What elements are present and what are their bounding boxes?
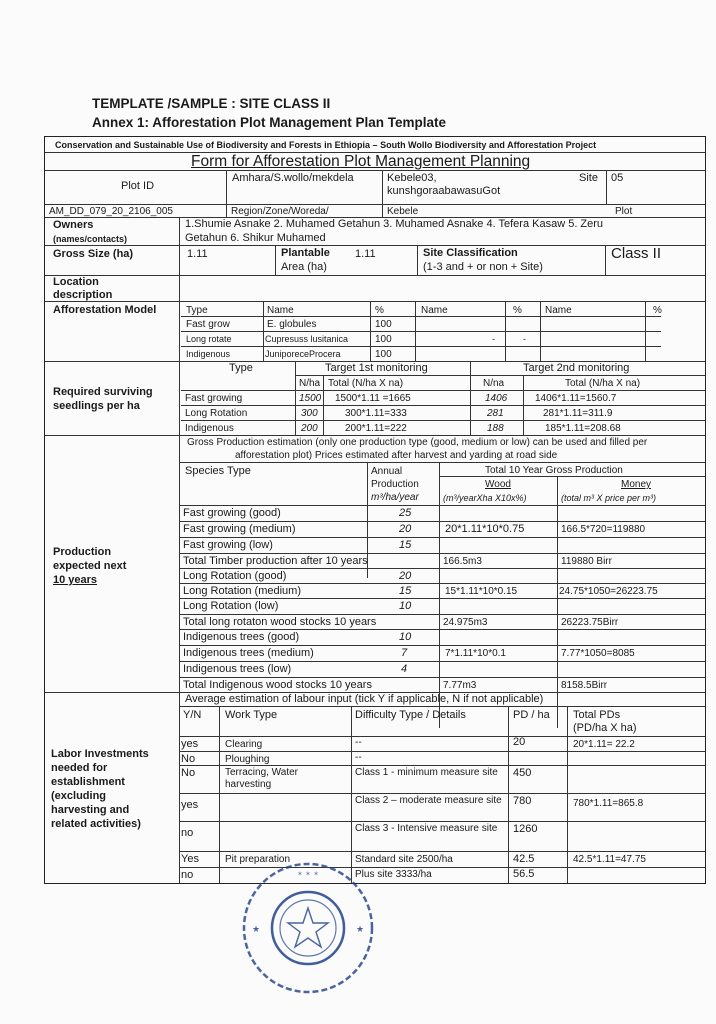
production-annual: 25 (399, 507, 412, 519)
labor-label: Labor Investments (51, 748, 149, 760)
labor-yn: No (181, 753, 196, 765)
production-row-label: Fast growing (good) (183, 507, 281, 519)
production-note: Gross Production estimation (only one production type (good, medium or low) can be used and filled per (187, 437, 648, 448)
labor-work-type: Ploughing (225, 754, 270, 765)
owners-line2: Getahun 6. Shikur Muhamed (185, 232, 326, 244)
total-header: Total (N/ha X na) (565, 378, 641, 389)
total-10-header: Total 10 Year Gross Production (485, 465, 623, 476)
kebele-label: Kebele (387, 206, 419, 217)
target-1-header: Target 1st monitoring (325, 362, 428, 374)
gross-size-label: Gross Size (ha) (53, 248, 134, 260)
plan-form (44, 136, 706, 884)
production-annual: 10 (399, 631, 412, 643)
svg-text:✶ ✶ ✶: ✶ ✶ ✶ (296, 870, 320, 878)
yn-header: Y/N (183, 709, 202, 721)
labor-pd: 1260 (513, 823, 538, 835)
seedling-type: Indigenous (185, 423, 234, 434)
seedling-total-2: 185*1.11=208.68 (545, 423, 621, 434)
production-total-label: Total long rotaton wood stocks 10 years (183, 616, 377, 628)
model-dash: - (492, 334, 495, 344)
model-header-pct: % (375, 305, 384, 316)
location-label-2: description (53, 289, 113, 301)
location-label: Location (53, 276, 99, 288)
labor-yn: yes (181, 799, 199, 811)
site-class-label: Site Classification (423, 247, 518, 259)
difficulty-header: Difficulty Type / Details (355, 709, 466, 721)
svg-text:★: ★ (252, 925, 261, 935)
svg-text:★: ★ (356, 925, 365, 935)
site-class-sub: (1-3 and + or non + Site) (423, 261, 543, 273)
total-header: Total (N/ha X na) (328, 378, 404, 389)
labor-total: 780*1.11=865.8 (573, 798, 644, 809)
production-money: 26223.75Birr (561, 617, 619, 628)
model-header-pct3: % (653, 305, 662, 316)
production-note-2: afforestation plot) Prices estimated after harvest and yarding at road side (235, 450, 558, 461)
region-label: Region/Zone/Woreda/ (231, 206, 329, 217)
production-row-label: Fast growing (medium) (183, 523, 296, 535)
location-value: Amhara/S.wollo/mekdela (232, 172, 354, 184)
production-row-label: Indigenous trees (good) (183, 631, 300, 643)
labor-pd: 42.5 (513, 853, 535, 865)
labor-yn: yes (181, 738, 199, 750)
labor-pd: 20 (513, 736, 526, 748)
production-annual: 15 (399, 585, 412, 597)
seedling-total-2: 1406*1.11=1560.7 (535, 393, 617, 404)
model-percent: 100 (375, 349, 392, 360)
production-wood: 7.77m3 (443, 680, 477, 691)
production-annual: 20 (399, 570, 412, 582)
production-row-label: Long Rotation (medium) (183, 585, 302, 597)
production-annual: 10 (399, 600, 412, 612)
production-label: Production (53, 546, 112, 558)
nha-header: N/na (483, 378, 505, 389)
labor-difficulty: -- (355, 737, 362, 748)
model-species: JuniporeceProcera (265, 349, 341, 359)
gross-size-value: 1.11 (187, 248, 208, 260)
wood-subheader: (m³/yearXha X10x%) (443, 493, 527, 503)
seedling-nha: 200 (301, 423, 318, 434)
annex-title: Annex 1: Afforestation Plot Management Plan Template (92, 115, 447, 130)
labor-label-2: needed for (51, 762, 108, 774)
kebele-value: Kebele03, kunshgoraabawasuGot (387, 172, 501, 197)
afforestation-model-label: Afforestation Model (53, 304, 157, 316)
money-subheader: (total m³ X price per m³) (561, 493, 657, 503)
surviving-type-header: Type (229, 362, 253, 374)
production-label-2: expected next (53, 560, 127, 572)
site-label: Site (579, 172, 598, 184)
annual-header-3: m³/ha/year (371, 492, 419, 503)
model-species: Cupresuss lusitanica (265, 334, 349, 344)
model-percent: 100 (375, 319, 392, 330)
labor-yn: no (181, 869, 194, 881)
template-title: TEMPLATE /SAMPLE : SITE CLASS II (92, 96, 331, 111)
model-dash: - (523, 334, 526, 344)
seedling-nha-2: 188 (487, 423, 504, 434)
plantable-value: 1.11 (355, 248, 376, 260)
labor-label-3: establishment (51, 776, 125, 788)
labor-yn: No (181, 767, 196, 779)
seedling-type: Fast growing (185, 393, 243, 404)
production-total-label: Total Timber production after 10 years (183, 555, 368, 567)
production-annual: 15 (399, 539, 412, 551)
production-total-label: Total Indigenous wood stocks 10 years (183, 679, 372, 691)
owners-label: Owners (53, 219, 94, 231)
owners-line1: 1.Shumie Asnake 2. Muhamed Getahun 3. Muhamed Asnake 4. Tefera Kasaw 5. Zeru (185, 218, 604, 230)
production-wood: 20*1.11*10*0.75 (445, 523, 525, 535)
annual-header-2: Production (371, 479, 419, 490)
production-annual: 20 (399, 523, 412, 535)
seedling-type: Long Rotation (185, 408, 248, 419)
production-row-label: Indigenous trees (low) (183, 663, 292, 675)
labor-difficulty: Plus site 3333/ha (355, 869, 432, 880)
production-money: 7.77*1050=8085 (561, 648, 635, 659)
production-money: 8158.5Birr (561, 680, 608, 691)
seedling-nha: 300 (301, 408, 318, 419)
labor-difficulty: Standard site 2500/ha (355, 854, 453, 865)
seedling-nha: 1500 (299, 393, 322, 404)
labor-pd: 450 (513, 767, 532, 779)
plot-label: Plot (615, 206, 633, 217)
production-money: 119880 Birr (561, 556, 612, 567)
seedling-nha-2: 1406 (485, 393, 508, 404)
labor-label-6: related activities) (51, 818, 141, 830)
model-header-name: Name (267, 305, 294, 316)
labor-note: Average estimation of labour input (tick Y if applicable, N if not applicable) (185, 693, 544, 705)
total-pds-subheader: (PD/ha X ha) (573, 722, 637, 734)
nha-header: N/ha (299, 378, 321, 389)
site-class-value: Class II (611, 245, 662, 262)
production-row-label: Fast growing (low) (183, 539, 273, 551)
seedling-total: 300*1.11=333 (345, 408, 407, 419)
surviving-label: Required surviving (53, 386, 153, 398)
labor-work-type: Clearing (225, 739, 263, 750)
labor-pd: 780 (513, 795, 532, 807)
model-header-name2: Name (421, 305, 448, 316)
form-title: Form for Afforestation Plot Management Planning (191, 153, 531, 170)
model-species: E. globules (267, 319, 317, 330)
wood-header: Wood (485, 479, 511, 490)
plantable-label: Plantable (281, 247, 330, 259)
area-label: Area (ha) (281, 261, 327, 273)
labor-label-4: (excluding (51, 790, 107, 802)
seedling-nha-2: 281 (487, 408, 504, 419)
surviving-label-2: seedlings per ha (53, 400, 140, 412)
labor-work-type: Terracing, Water harvesting (225, 767, 298, 790)
official-stamp (238, 858, 378, 998)
production-row-label: Long Rotation (low) (183, 600, 279, 612)
model-type: Indigenous (186, 349, 231, 359)
labor-label-5: harvesting and (51, 804, 130, 816)
model-header-name3: Name (545, 305, 572, 316)
production-money: 24.75*1050=26223.75 (559, 586, 658, 597)
plot-code: AM_DD_079_20_2106_005 (49, 206, 173, 217)
labor-pd: 56.5 (513, 868, 535, 880)
production-wood: 24.975m3 (443, 617, 488, 628)
total-pds-header: Total PDs (573, 709, 621, 721)
money-header: Money (621, 479, 652, 490)
production-annual: 4 (401, 663, 408, 675)
model-type: Long rotate (186, 334, 232, 344)
work-type-header: Work Type (225, 709, 278, 721)
labor-difficulty: Class 2 – moderate measure site (355, 795, 502, 806)
production-wood: 7*1.11*10*0.1 (445, 648, 506, 659)
model-header-type: Type (186, 305, 208, 316)
owners-sublabel: (names/contacts) (53, 234, 128, 244)
model-type: Fast grow (186, 319, 230, 330)
labor-yn: no (181, 827, 194, 839)
model-percent: 100 (375, 334, 392, 345)
production-row-label: Indigenous trees (medium) (183, 647, 314, 659)
seedling-total: 200*1.11=222 (345, 423, 407, 434)
labor-difficulty: Class 1 - minimum measure site (355, 767, 498, 778)
species-type-header: Species Type (185, 465, 251, 477)
production-money: 166.5*720=119880 (561, 524, 646, 535)
plot-id-label: Plot ID (121, 180, 155, 192)
production-annual: 7 (401, 647, 408, 659)
labor-total: 20*1.11= 22.2 (573, 739, 635, 750)
target-2-header: Target 2nd monitoring (523, 362, 630, 374)
labor-total: 42.5*1.11=47.75 (573, 854, 646, 865)
pd-ha-header: PD / ha (513, 709, 550, 721)
seedling-total: 1500*1.11 =1665 (335, 393, 411, 404)
production-row-label: Long Rotation (good) (183, 570, 287, 582)
project-name: Conservation and Sustainable Use of Biodiversity and Forests in Ethiopia – South Wollo Biodiversity and Afforestation Project (55, 140, 597, 150)
labor-work-type: Pit preparation (225, 854, 291, 865)
model-header-pct2: % (513, 305, 522, 316)
seedling-total-2: 281*1.11=311.9 (543, 408, 613, 419)
production-wood: 15*1.11*10*0.15 (445, 586, 518, 597)
labor-yn: Yes (181, 853, 199, 865)
production-label-3: 10 years (53, 574, 98, 586)
annual-header: Annual (371, 466, 403, 477)
labor-difficulty: -- (355, 752, 362, 763)
labor-difficulty: Class 3 - Intensive measure site (355, 823, 498, 834)
site-value: 05 (611, 172, 624, 184)
production-wood: 166.5m3 (443, 556, 482, 567)
